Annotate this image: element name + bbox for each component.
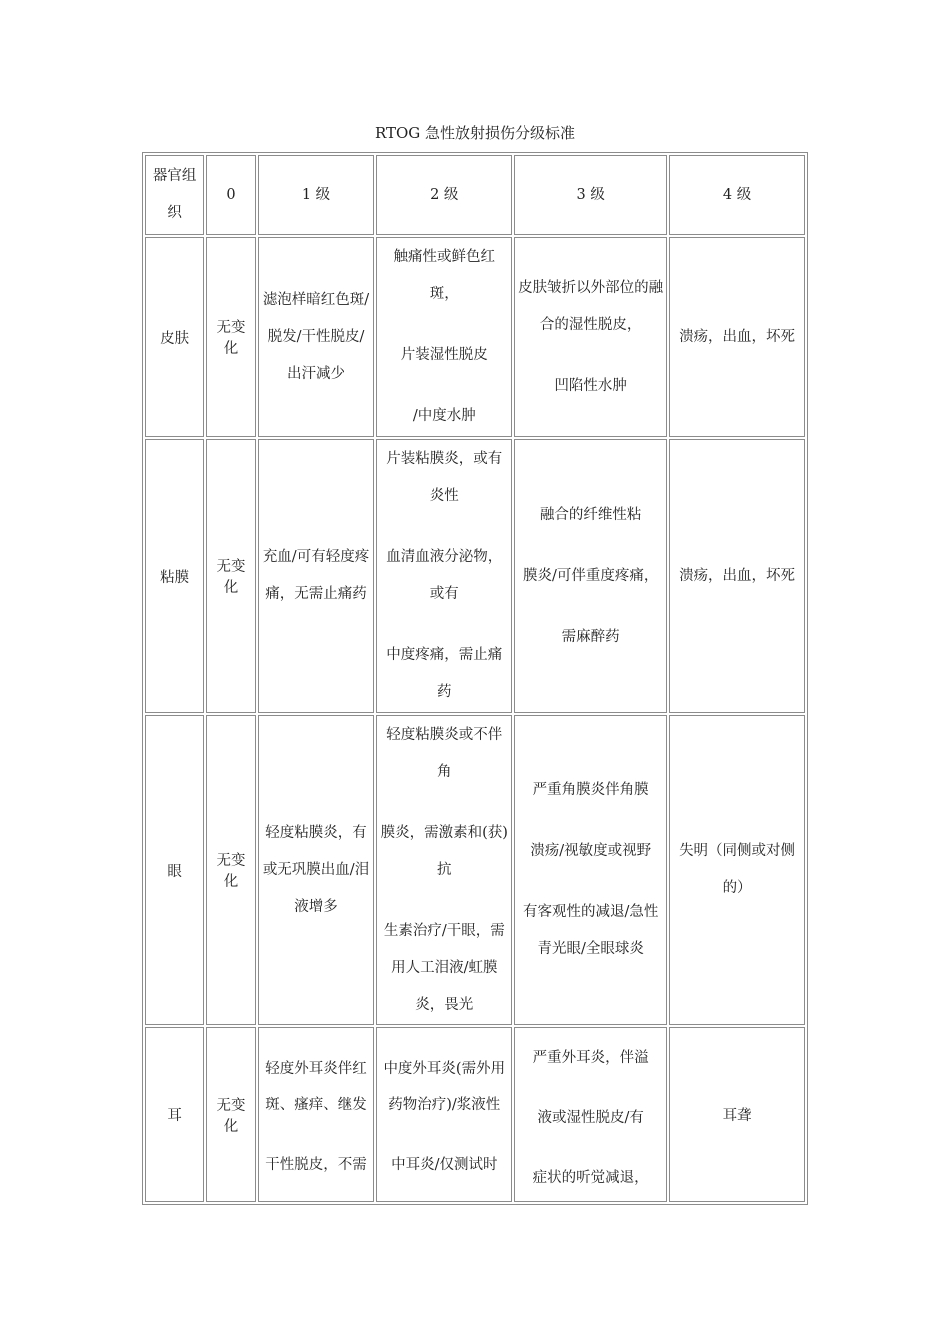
header-grade-2: 2 级 (376, 155, 512, 235)
grade-4-cell: 溃疡，出血，坏死 (669, 439, 805, 713)
table-row-eye (145, 715, 805, 1025)
table-row-skin (145, 237, 805, 437)
header-grade-4: 4 级 (669, 155, 805, 235)
grade-2-cell: 触痛性或鲜色红斑， 片装湿性脱皮 /中度水肿 (376, 237, 512, 437)
table-header-row (145, 155, 805, 235)
grade-2-cell: 轻度粘膜炎或不伴角 膜炎，需激素和(获)抗 生素治疗/干眼，需用人工泪液/虹膜炎，畏光 (376, 715, 512, 1025)
grade-1-cell: 充血/可有轻度疼痛，无需止痛药 (258, 439, 375, 713)
header-organ: 器官组织 (145, 155, 204, 235)
header-grade-0: 0 (206, 155, 255, 235)
table-row-mucosa (145, 439, 805, 713)
grading-table (142, 152, 808, 1205)
grade-4-cell: 失明（同侧或对侧的） (669, 715, 805, 1025)
table-row-ear (145, 1027, 805, 1202)
header-grade-1: 1 级 (258, 155, 375, 235)
grade-0-cell: 无变化 (206, 237, 255, 437)
header-grade-3: 3 级 (514, 155, 667, 235)
grade-3-cell: 严重角膜炎伴角膜 溃疡/视敏度或视野 有客观性的减退/急性青光眼/全眼球炎 (514, 715, 667, 1025)
grade-3-cell: 融合的纤维性粘 膜炎/可伴重度疼痛， 需麻醉药 (514, 439, 667, 713)
grade-1-cell: 轻度外耳炎伴红斑、瘙痒、继发 干性脱皮，不需 (258, 1027, 375, 1202)
organ-cell: 耳 (145, 1027, 204, 1202)
grade-0-cell: 无变化 (206, 439, 255, 713)
grade-4-cell: 溃疡，出血，坏死 (669, 237, 805, 437)
organ-cell: 皮肤 (145, 237, 204, 437)
grade-3-cell: 严重外耳炎，伴溢 液或湿性脱皮/有 症状的听觉减退， (514, 1027, 667, 1202)
organ-cell: 眼 (145, 715, 204, 1025)
grade-0-cell: 无变化 (206, 1027, 255, 1202)
grade-4-cell: 耳聋 (669, 1027, 805, 1202)
grade-1-cell: 轻度粘膜炎，有或无巩膜出血/泪液增多 (258, 715, 375, 1025)
page-title: RTOG 急性放射损伤分级标准 (374, 124, 576, 142)
grade-3-cell: 皮肤皱折以外部位的融合的湿性脱皮， 凹陷性水肿 (514, 237, 667, 437)
grade-0-cell: 无变化 (206, 715, 255, 1025)
organ-cell: 粘膜 (145, 439, 204, 713)
grade-1-cell: 滤泡样暗红色斑/脱发/干性脱皮/出汗减少 (258, 237, 375, 437)
grade-2-cell: 中度外耳炎(需外用药物治疗)/浆液性 中耳炎/仅测试时 (376, 1027, 512, 1202)
grade-2-cell: 片装粘膜炎，或有炎性 血清血液分泌物，或有 中度疼痛，需止痛药 (376, 439, 512, 713)
